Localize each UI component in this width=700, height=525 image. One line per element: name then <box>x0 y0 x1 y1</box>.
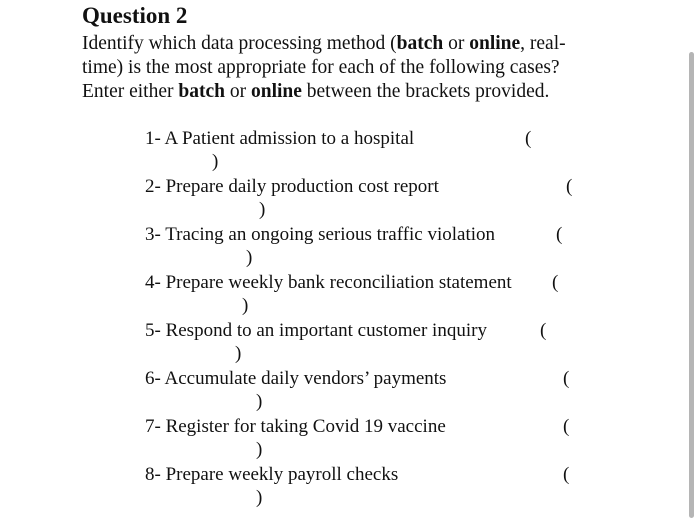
question-instructions <box>82 32 622 104</box>
vertical-scrollbar[interactable] <box>689 52 694 518</box>
instruction-text: or <box>443 33 470 54</box>
instruction-line-1 <box>82 32 622 56</box>
keyword-batch: batch <box>396 33 444 54</box>
answer-bracket-open-6[interactable]: ( <box>563 368 570 389</box>
instruction-text: or <box>224 81 251 102</box>
case-item-1: 1- A Patient admission to a hospital <box>145 128 415 149</box>
answer-bracket-close-6[interactable]: ) <box>256 391 263 412</box>
case-item-4: 4- Prepare weekly bank reconciliation statement <box>145 272 512 293</box>
instruction-text: , real- <box>520 33 566 54</box>
instruction-line-2: time) is the most appropriate for each of the following cases? <box>82 57 560 78</box>
keyword-online: online <box>250 81 302 102</box>
answer-bracket-close-3[interactable]: ) <box>246 247 253 268</box>
answer-bracket-open-5[interactable]: ( <box>540 320 547 341</box>
answer-bracket-open-2[interactable]: ( <box>566 176 573 197</box>
keyword-online: online <box>469 33 521 54</box>
answer-bracket-open-1[interactable]: ( <box>525 128 532 149</box>
answer-bracket-close-5[interactable]: ) <box>235 343 242 364</box>
answer-bracket-close-1[interactable]: ) <box>212 151 219 172</box>
case-item-6: 6- Accumulate daily vendors’ payments <box>145 368 447 389</box>
answer-bracket-close-4[interactable]: ) <box>242 295 249 316</box>
instruction-text: Enter either <box>82 81 179 102</box>
answer-bracket-open-7[interactable]: ( <box>563 416 570 437</box>
keyword-batch: batch <box>178 81 225 102</box>
case-item-8: 8- Prepare weekly payroll checks <box>145 464 399 485</box>
answer-bracket-open-4[interactable]: ( <box>552 272 559 293</box>
answer-bracket-open-3[interactable]: ( <box>556 224 563 245</box>
instruction-text: Identify which data processing method ( <box>82 33 397 54</box>
answer-bracket-open-8[interactable]: ( <box>563 464 570 485</box>
question-title: Question 2 <box>82 3 188 28</box>
case-item-7: 7- Register for taking Covid 19 vaccine <box>145 416 446 437</box>
answer-bracket-close-8[interactable]: ) <box>256 487 263 508</box>
case-item-3: 3- Tracing an ongoing serious traffic violation <box>145 224 496 245</box>
instruction-line-3 <box>82 80 622 104</box>
case-item-2: 2- Prepare daily production cost report <box>145 176 439 197</box>
instruction-text: between the brackets provided. <box>301 81 550 102</box>
answer-bracket-close-7[interactable]: ) <box>256 439 263 460</box>
case-item-5: 5- Respond to an important customer inquiry <box>145 320 487 341</box>
answer-bracket-close-2[interactable]: ) <box>259 199 266 220</box>
